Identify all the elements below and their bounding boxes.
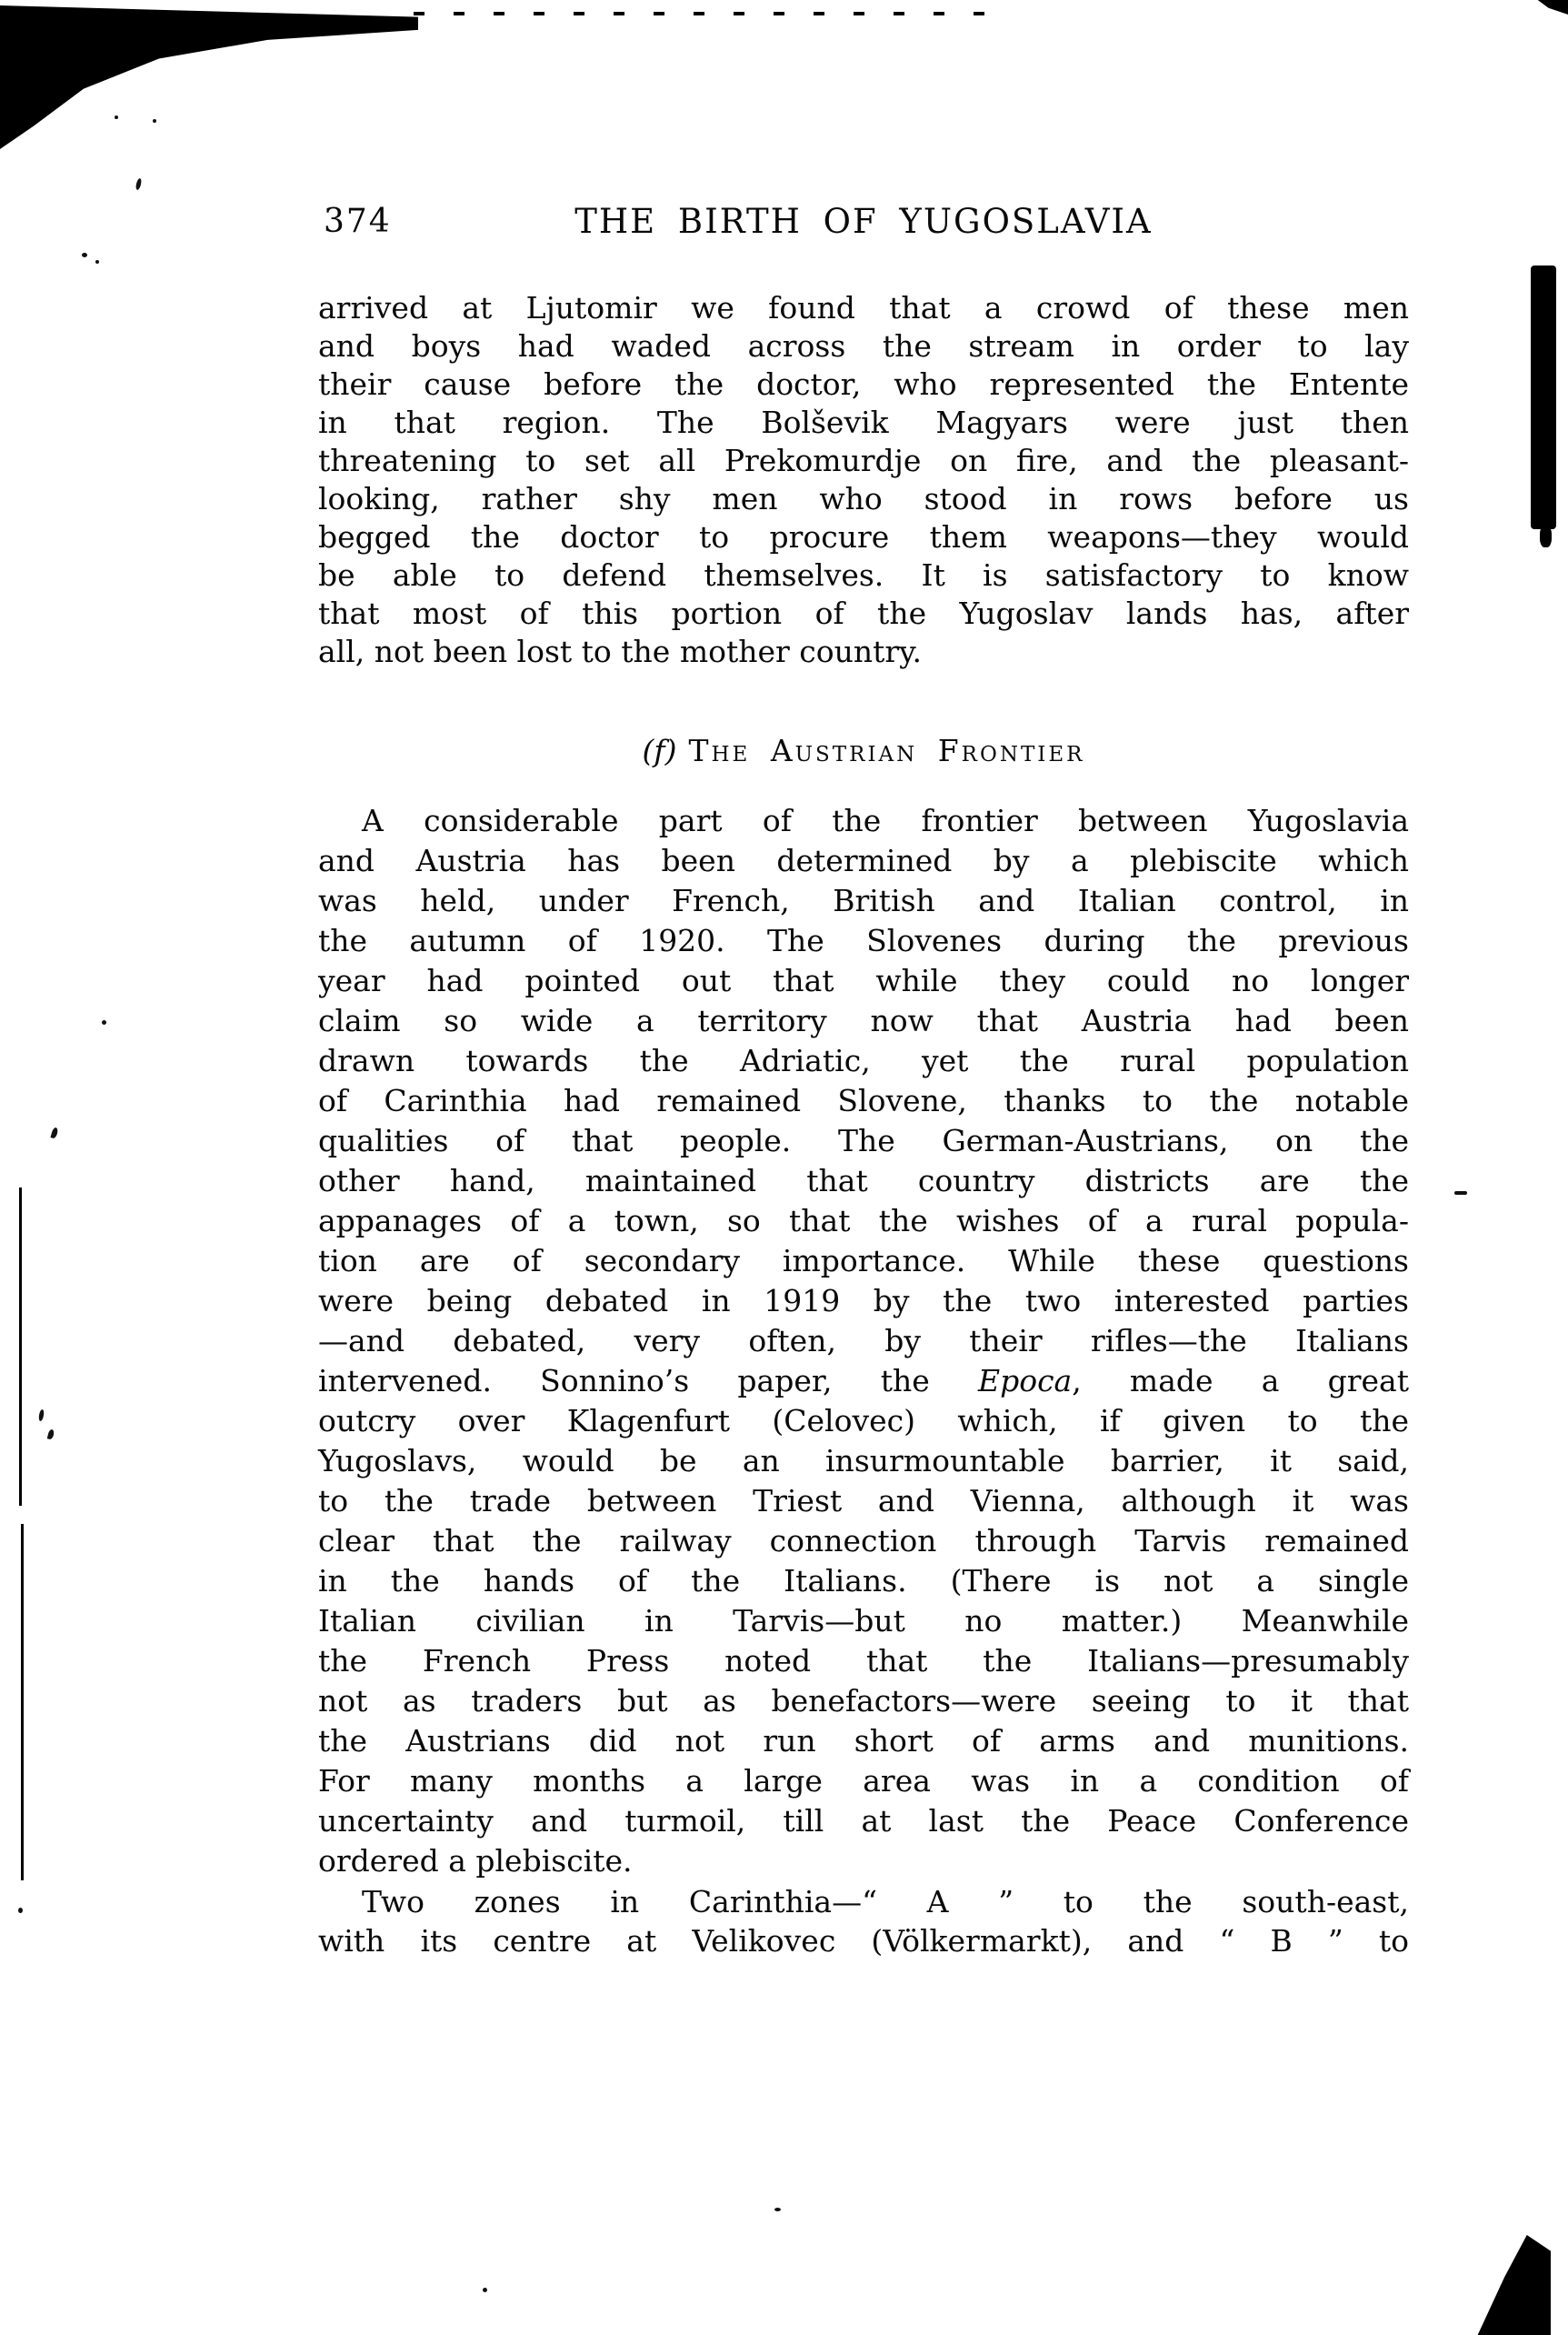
text-line: arrived at Ljutomir we found that a crowd of these men	[318, 290, 1409, 326]
text-line: appanages of a town, so that the wishes of a rural popula-	[318, 1203, 1409, 1238]
text-line: with its centre at Velikovec (Völkermarkt), and “ B ” to	[318, 1923, 1409, 1959]
paragraph-2	[318, 801, 1409, 1881]
text-line: in the hands of the Italians. (There is not a single	[318, 1563, 1409, 1598]
italic-text: Epoca	[977, 1363, 1073, 1398]
scan-speck	[18, 1908, 23, 1913]
scan-speck	[102, 1020, 106, 1025]
text-line: the Austrians did not run short of arms and munitions.	[318, 1723, 1409, 1759]
text-line: and Austria has been determined by a plebiscite which	[318, 843, 1409, 878]
text-segment: , made a great	[1072, 1363, 1409, 1398]
text-line: other hand, maintained that country districts are the	[318, 1163, 1409, 1198]
text-line: Two zones in Carinthia—“ A ” to the south-east,	[362, 1884, 1409, 1919]
text-line: the autumn of 1920. The Slovenes during the previous	[318, 923, 1409, 958]
scan-speck	[1454, 1191, 1467, 1195]
scan-hairline-left	[21, 1524, 24, 1880]
text-line: was held, under French, British and Italian control, in	[318, 883, 1409, 918]
text-line: looking, rather shy men who stood in rows before us	[318, 481, 1409, 516]
text-line: in that region. The Bolševik Magyars were just then	[318, 405, 1409, 440]
scan-speck	[82, 253, 87, 257]
running-title: THE BIRTH OF YUGOSLAVIA	[574, 202, 1153, 241]
scan-speck	[483, 2288, 487, 2292]
text-line: A considerable part of the frontier between Yugoslavia	[362, 803, 1409, 838]
text-line	[318, 1361, 1409, 1401]
text-line: Yugoslavs, would be an insurmountable barrier, it said,	[318, 1443, 1409, 1478]
scan-blot-bottom-right	[1476, 2235, 1551, 2335]
text-line: claim so wide a territory now that Austria had been	[318, 1003, 1409, 1038]
text-line: clear that the railway connection through Tarvis remained	[318, 1523, 1409, 1558]
text-line: ordered a plebiscite.	[318, 1843, 633, 1879]
text-line: be able to defend themselves. It is satisfactory to know	[318, 557, 1409, 593]
scan-speck	[50, 1127, 58, 1138]
scan-speck	[774, 2208, 781, 2211]
text-line: that most of this portion of the Yugoslav lands has, after	[318, 596, 1409, 631]
text-line: all, not been lost to the mother country.	[318, 634, 922, 669]
text-segment: intervened. Sonnino’s paper, the	[318, 1363, 978, 1398]
section-letter: (f)	[642, 733, 677, 768]
scan-speck	[95, 260, 99, 264]
text-line: Italian civilian in Tarvis—but no matter.) Meanwhile	[318, 1603, 1409, 1639]
text-line: were being debated in 1919 by the two interested parties	[318, 1283, 1409, 1318]
paragraph-1	[318, 289, 1409, 671]
scan-speck	[47, 1428, 55, 1439]
paragraph-3	[318, 1882, 1409, 1960]
text-line: not as traders but as benefactors—were seeing to it that	[318, 1683, 1409, 1719]
scan-speck	[153, 119, 156, 123]
scan-speck	[115, 115, 118, 119]
text-line: drawn towards the Adriatic, yet the rural population	[318, 1043, 1409, 1078]
scan-speck	[38, 1409, 45, 1422]
scan-hairline-left	[19, 1188, 22, 1506]
text-line: the French Press noted that the Italians—presumably	[318, 1643, 1409, 1679]
text-line: to the trade between Triest and Vienna, although it was	[318, 1483, 1409, 1518]
section-title: The Austrian Frontier	[688, 733, 1085, 768]
text-line: qualities of that people. The German-Austrians, on the	[318, 1123, 1409, 1158]
section-heading	[318, 733, 1409, 768]
text-line: tion are of secondary importance. While these questions	[318, 1243, 1409, 1278]
page-number: 374	[324, 203, 392, 240]
text-line: outcry over Klagenfurt (Celovec) which, if given to the	[318, 1403, 1409, 1438]
scan-mark-top-right	[1534, 0, 1568, 15]
text-line: begged the doctor to procure them weapons—they would	[318, 519, 1409, 555]
scan-bar-right-tail	[1540, 526, 1552, 547]
text-line: year had pointed out that while they could no longer	[318, 963, 1409, 998]
text-line: —and debated, very often, by their rifles—the Italians	[318, 1323, 1409, 1358]
text-line: threatening to set all Prekomurdje on fire, and the pleasant-	[318, 443, 1409, 478]
page-header	[318, 202, 1409, 247]
text-line: uncertainty and turmoil, till at last the Peace Conference	[318, 1803, 1409, 1839]
text-line: of Carinthia had remained Slovene, thanks to the notable	[318, 1083, 1409, 1118]
text-line: For many months a large area was in a condition of	[318, 1763, 1409, 1799]
scan-speck	[135, 178, 143, 191]
scan-bar-right-edge	[1531, 266, 1556, 529]
scan-ink-wedge-top-left	[0, 5, 418, 149]
scan-streak-top-edge	[414, 12, 995, 15]
text-line: and boys had waded across the stream in order to lay	[318, 328, 1409, 364]
text-line: their cause before the doctor, who represented the Entente	[318, 366, 1409, 402]
